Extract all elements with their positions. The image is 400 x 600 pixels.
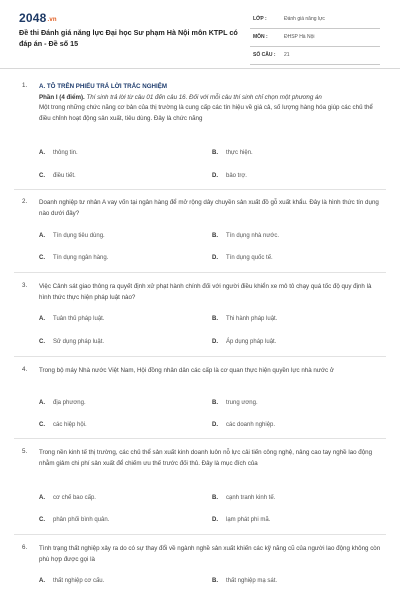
option-c[interactable] (39, 255, 108, 261)
question-number: 1. (22, 82, 28, 89)
question-number: 4. (22, 366, 28, 373)
exam-info-box (250, 11, 380, 65)
question-text: Doanh nghiệp tư nhân A vay vốn tại ngân hàng để mở rộng dây chuyền sản xuất đồ gỗ xuất khẩu. Đây là hình thức tín dụng nào dưới đây? (39, 199, 379, 217)
option-a[interactable] (39, 400, 86, 406)
option-letter: A. (39, 495, 45, 501)
option-a[interactable] (39, 495, 96, 501)
option-b[interactable] (212, 150, 253, 156)
info-row-count (250, 47, 380, 65)
option-letter: D. (212, 339, 218, 345)
question-text: Việc Cảnh sát giao thông ra quyết định xử phạt hành chính đối với người điều khiển xe mô tô chạy quá tốc độ quy định là hình thức thực hiện pháp luật nào? (39, 283, 372, 301)
option-b[interactable] (212, 578, 277, 584)
option-letter: D. (212, 255, 218, 261)
option-text: lạm phát phi mã. (226, 517, 271, 523)
question-divider (14, 272, 386, 273)
option-text: thất nghiệp mạ sát. (226, 578, 278, 584)
info-label: LỚP : (253, 16, 267, 22)
option-text: các doanh nghiệp. (226, 422, 276, 428)
question-divider (14, 189, 386, 190)
option-letter: B. (212, 495, 218, 501)
option-c[interactable] (39, 422, 87, 428)
option-b[interactable] (212, 495, 275, 501)
option-letter: A. (39, 233, 45, 239)
option-text: trung ương. (226, 400, 258, 406)
option-d[interactable] (212, 517, 270, 523)
option-letter: D. (212, 422, 218, 428)
option-text: Tín dụng ngân hàng. (53, 255, 109, 261)
site-logo[interactable] (19, 11, 57, 25)
option-text: điều tiết. (53, 173, 76, 179)
option-letter: B. (212, 578, 218, 584)
option-letter: A. (39, 578, 45, 584)
logo-text: 2048 (19, 11, 47, 25)
option-letter: A. (39, 150, 45, 156)
option-text: Tín dụng nhà nước. (226, 233, 279, 239)
option-letter: B. (212, 150, 218, 156)
option-d[interactable] (212, 339, 276, 345)
question-divider (14, 534, 386, 535)
question-divider (14, 438, 386, 439)
page-header (0, 0, 400, 66)
option-letter: A. (39, 316, 45, 322)
info-row-class (250, 11, 380, 29)
option-c[interactable] (39, 517, 109, 523)
option-d[interactable] (212, 173, 247, 179)
question-text: Tình trạng thất nghiệp xảy ra do có sự thay đổi về ngành nghề sản xuất khiến các kỹ năng cũ của người lao động không còn phù hợp được gọi là (39, 545, 381, 563)
option-text: Áp dụng pháp luật. (226, 339, 277, 345)
option-text: các hiệp hội. (53, 422, 87, 428)
option-letter: C. (39, 173, 45, 179)
option-text: phân phối bình quân. (53, 517, 110, 523)
option-letter: A. (39, 400, 45, 406)
option-text: Tín dụng quốc tế. (226, 255, 273, 261)
option-text: bảo trợ. (226, 173, 247, 179)
header-divider (0, 68, 400, 69)
option-letter: D. (212, 517, 218, 523)
option-text: thực hiện. (226, 150, 253, 156)
part-instruction: Thí sinh trả lời từ câu 01 đến câu 16. Đối với mỗi câu thí sinh chỉ chọn một phương án (86, 93, 322, 101)
option-text: cơ chế bao cấp. (53, 495, 96, 501)
question-number: 3. (22, 282, 28, 289)
option-letter: C. (39, 339, 45, 345)
question-body: Một trong những chức năng cơ bản của thị trường là cung cấp các tín hiệu về giá cả, số lượng hàng hóa giúp các chủ thể điều chỉnh hoạt động sản xuất, tiêu dùng. Đây là chức năng (39, 104, 373, 122)
option-c[interactable] (39, 173, 76, 179)
question-text: Trong bộ máy Nhà nước Việt Nam, Hội đồng nhân dân các cấp là cơ quan thực hiện quyền lực nhà nước ở (39, 367, 334, 374)
question-text: Trong nền kinh tế thị trường, các chủ thể sản xuất kinh doanh luôn nỗ lực cải tiến công nghệ, nâng cao tay nghề lao động nhằm giảm chi phí sản xuất để chiếm ưu thế trước đối thủ. Đây là mục đích của (39, 449, 373, 467)
option-a[interactable] (39, 233, 105, 239)
question-divider (14, 356, 386, 357)
option-b[interactable] (212, 316, 277, 322)
option-text: Tuân thủ pháp luật. (53, 316, 105, 322)
info-value: ĐHSP Hà Nội (284, 34, 315, 40)
question-number: 2. (22, 198, 28, 205)
option-letter: B. (212, 400, 218, 406)
option-a[interactable] (39, 150, 78, 156)
option-b[interactable] (212, 400, 258, 406)
logo-suffix: .vn (47, 17, 57, 23)
option-letter: B. (212, 233, 218, 239)
info-value: Đánh giá năng lực (284, 16, 325, 22)
option-text: Thi hành pháp luật. (226, 316, 278, 322)
info-label: SỐ CÂU : (253, 52, 276, 58)
option-letter: C. (39, 422, 45, 428)
option-text: thất nghiệp cơ cấu. (53, 578, 105, 584)
option-text: Sử dụng pháp luật. (53, 339, 105, 345)
option-letter: C. (39, 255, 45, 261)
option-letter: C. (39, 517, 45, 523)
question-number: 5. (22, 448, 28, 455)
option-a[interactable] (39, 316, 104, 322)
info-label: MÔN : (253, 34, 268, 40)
info-value: 21 (284, 52, 290, 58)
option-text: thông tin. (53, 150, 78, 156)
option-c[interactable] (39, 339, 104, 345)
option-a[interactable] (39, 578, 104, 584)
option-text: Tín dụng tiêu dùng. (53, 233, 105, 239)
section-title: A. TÔ TRÊN PHIẾU TRẢ LỜI TRẮC NGHIỆM (39, 83, 167, 90)
part-title: Phần I (4 điểm). (39, 93, 85, 101)
option-text: cạnh tranh kinh tế. (226, 495, 276, 501)
option-d[interactable] (212, 422, 275, 428)
question-text (39, 82, 384, 124)
option-d[interactable] (212, 255, 273, 261)
option-letter: D. (212, 173, 218, 179)
option-text: địa phương. (53, 400, 86, 406)
option-letter: B. (212, 316, 218, 322)
info-row-subject (250, 29, 380, 47)
exam-title: Đề thi Đánh giá năng lực Đại học Sư phạm Hà Nội môn KTPL có đáp án - Đề số 15 (19, 28, 238, 48)
question-number: 6. (22, 544, 28, 551)
option-b[interactable] (212, 233, 279, 239)
